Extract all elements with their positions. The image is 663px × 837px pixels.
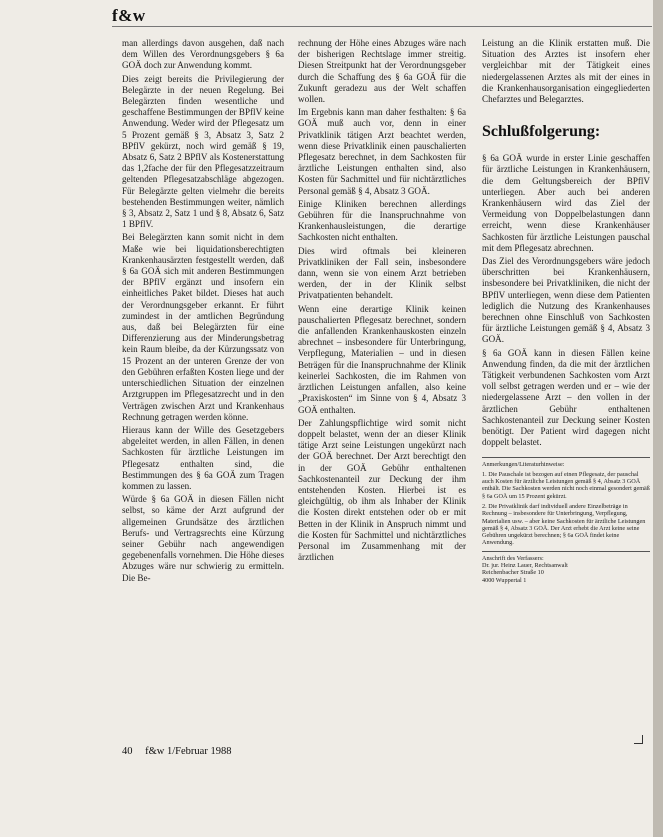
magazine-logo: f&w <box>112 6 146 25</box>
paragraph: Einige Kliniken berechnen allerdings Gebühren für die Inanspruchnahme von Krankenhausleistungen, die derartige Sachkosten nicht enthalten. <box>298 198 466 243</box>
section-heading: Schlußfolgerung: <box>482 123 601 141</box>
issue-label: f&w 1/Februar 1988 <box>145 746 232 757</box>
footnote-item: 1. Die Pauschale ist bezogen auf einen Pflegesatz, der pauschal auch Kosten für ärztliche Leistungen gemäß § 4, Absatz 3 GOÄ enthält. Die Sachkosten werden nicht noch einmal gesondert gemäß § 6a GOÄ um 15 Prozent gekürzt. <box>482 470 650 500</box>
page-number: 40 <box>122 746 133 757</box>
author-address-line: Reichenbacher Straße 10 <box>482 569 544 577</box>
paragraph: Der Zahlungspflichtige wird somit nicht doppelt belastet, wenn der an dieser Klinik tätige Arzt seine Leistungen ungekürzt nach der GOÄ berechnet. Der Arzt berechtigt den in der GOÄ Gebühr enthaltenen Sachkostenanteil zur Deckung der ihm entstehenden Kosten. Hierbei ist es gleichgültig, ob ihm als Inhaber der Klinik die Kosten direkt entstehen oder ob er mit Betten in der Klinik in Anspruch nimmt und die Kosten für Sachmittel und nichtärztliches Personal im Zusammenhang mit der ärztlichen <box>298 417 466 563</box>
paragraph: Würde § 6a GOÄ in diesen Fällen nicht selbst, so käme der Arzt aufgrund der allgemeinen Grundsätze des ärztlichen Berufs- und Vertragsrechts eine Kürzung seiner Gebühr nach angewendigen gegebenenfalls vornehmen. Die Höhe dieses Abzuges wäre nur schwierig zu ermitteln. Die Be- <box>122 494 284 583</box>
paragraph: Im Ergebnis kann man daher festhalten: § 6a GOÄ muß auch vor, denn in einer Privatklinik tätigen Arzt beachtet werden, wenn diese Privatklinik einen pauschalierten Pflegesatz berechnet, in dem Sachkosten für ärztliche Leistungen enthalten sind, also Kosten für Sachmittel und für nichtärztliches Personal gemäß § 4, Absatz 3 GOÄ. <box>298 107 466 196</box>
page-edge-shadow <box>653 0 663 837</box>
paragraph: man allerdings davon ausgehen, daß nach dem Willen des Verordnungsgebers § 6a GOÄ doch zur Anwendung kommt. <box>122 38 284 71</box>
text-column-1 <box>122 38 284 586</box>
paragraph: Das Ziel des Verordnungsgebers wäre jedoch überschritten bei Krankenhäusern, insbesondere bei Privatkliniken, die nicht der BPflV unterliegen, wenn diese dem Patienten lediglich die Nutzung des Krankenhauses berechnen ohne Einschluß von Sachkosten für ärztliche Leistungen gemäß § 4, Absatz 3 GOÄ. <box>482 256 650 345</box>
author-address <box>482 551 650 584</box>
footnotes-title: Anmerkungen/Literaturhinweise: <box>482 460 565 468</box>
author-address-title: Anschrift des Verfassers: <box>482 554 544 562</box>
paragraph: rechnung der Höhe eines Abzuges wäre nach der bisherigen Rechtslage immer streitig. Diesen Streitpunkt hat der Verordnungsgeber durch die Schaffung des § 6a GOÄ für die Zukunft geradezu aus der Welt schaffen wollen. <box>298 38 466 105</box>
footnotes <box>482 457 650 547</box>
paragraph: Leistung an die Klinik erstatten muß. Die Situation des Arztes ist insofern eher vergleichbar mit der Tätigkeit eines niedergelassenen Arztes als mit der eines in die Krankenhausorganisation eingegliederten Chefarztes und Belegarztes. <box>482 38 650 105</box>
paragraph: § 6a GOÄ wurde in erster Linie geschaffen für ärztliche Leistungen in Krankenhäusern, die dem Geltungsbereich der BPflV unterliegen. Aber auch bei anderen Krankenhäusern wird das Ziel der Vermeidung von Doppelbelastungen dann erreicht, wenn diese Krankenhäuser Sachkosten für ärztliche Leistungen pauschal mit dem Pflegesatz abrechnen. <box>482 153 650 253</box>
header-rule <box>112 26 652 27</box>
footnote-item: 2. Die Privatklinik darf individuell andere Einzelbeträge in Rechnung – insbesondere für Unterbringung, Verpflegung, Materialien usw. – aber keine Sachkosten für ärztliche Leistungen gemäß § 4, Absatz 3 GOÄ. Der Arzt erhebt die Arzt keine seine Gebühren ungekürzt berechnen; § 6a GOÄ findet keine Anwendung. <box>482 502 646 547</box>
paragraph: Wenn eine derartige Klinik keinen pauschalierten Pflegesatz berechnet, sondern die anfallenden Krankenhauskosten einzeln abrechnet – insbesondere für Unterbringung, Verpflegung, Materialien – und in diesen Beträgen für die Inanspruchnahme der Klinik keinerlei Sachkosten, die im Rahmen von ärztlichen Leistungen anfallen, also keine „Praxiskosten“ im Sinne von § 4, Absatz 3 GOÄ enthalten. <box>298 303 466 415</box>
text-column-2 <box>298 38 466 565</box>
paragraph: Dies zeigt bereits die Privilegierung der Belegärzte in der neuen Regelung. Bei Belegärzten finden wesentliche und geschaffene Bestimmungen der BPflV keine Anwendung. Weder wird der Pflegesatz um 5 Prozent gemäß § 3, Absatz 3, Satz 2 BPflV gekürzt, noch wird gemäß § 19, Absatz 6, Satz 2 BPflV als Kostenerstattung das 1,2fache der für den Pflegesatzzeitraum geltenden Pflegesatzabschläge abgezogen. Für Belegärzte gelten vielmehr die bereits bestehenden Bestimmungen weiter, nämlich § 3, Absatz 2, Satz 1 und § 8, Absatz 6, Satz 1 BPflV. <box>122 73 284 230</box>
paragraph: Dies wird oftmals bei kleineren Privatkliniken der Fall sein, insbesondere dann, wenn sie von einem Arzt betrieben werden, der in der Klinik selbst Privatpatienten behandelt. <box>298 245 466 301</box>
paragraph: Hieraus kann der Wille des Gesetzgebers abgeleitet werden, in allen Fällen, in denen Sachkosten für ärztliche Leistungen im Pflegesatz enthalten sind, die Bestimmungen des § 6a GOÄ zum Tragen kommen zu lassen. <box>122 424 284 491</box>
page-footer <box>122 746 241 757</box>
corner-mark-icon <box>634 735 643 744</box>
paragraph: Bei Belegärzten kann somit nicht in dem Maße wie bei liquidationsberechtigten Krankenhausärzten festgestellt werden, daß § 6a GOÄ sich mit anderen Bestimmungen der BPflV ergänzt und insofern ein einheitliches Paket bildet. Dieses hat auch der Verordnungsgeber erkannt. Er führt zumindest in der amtlichen Begründung aus, daß bei Belegärzten für eine Differenzierung aus der Minderungsbetrag kein Raum bleibe, da der Kürzungssatz von 15 Prozent an der unteren Grenze der von den Gebühren erfaßten Kosten liege und der unterschiedlichen Situation der einzelnen Arztgruppen im Pflegesatzrecht und in den Verträgen zwischen Arzt und Krankenhaus Rechnung getragen werden könne. <box>122 232 284 422</box>
author-address-line: Dr. jur. Heinz Lauer, Rechtsanwalt <box>482 562 568 570</box>
author-address-line: 4000 Wuppertal 1 <box>482 576 527 584</box>
text-column-3 <box>482 38 650 584</box>
paragraph: § 6a GOÄ kann in diesen Fällen keine Anwendung finden, da die mit der ärztlichen Tätigkeit verbundenen Sachkosten vom Arzt voll selbst getragen werden und er – wie der niedergelassene Arzt – den vollen in der ärztlichen Gebühr enthaltenen Sachkostenanteil zur Deckung seiner Kosten benötigt. Der Patient wird dagegen nicht doppelt belastet. <box>482 347 650 448</box>
